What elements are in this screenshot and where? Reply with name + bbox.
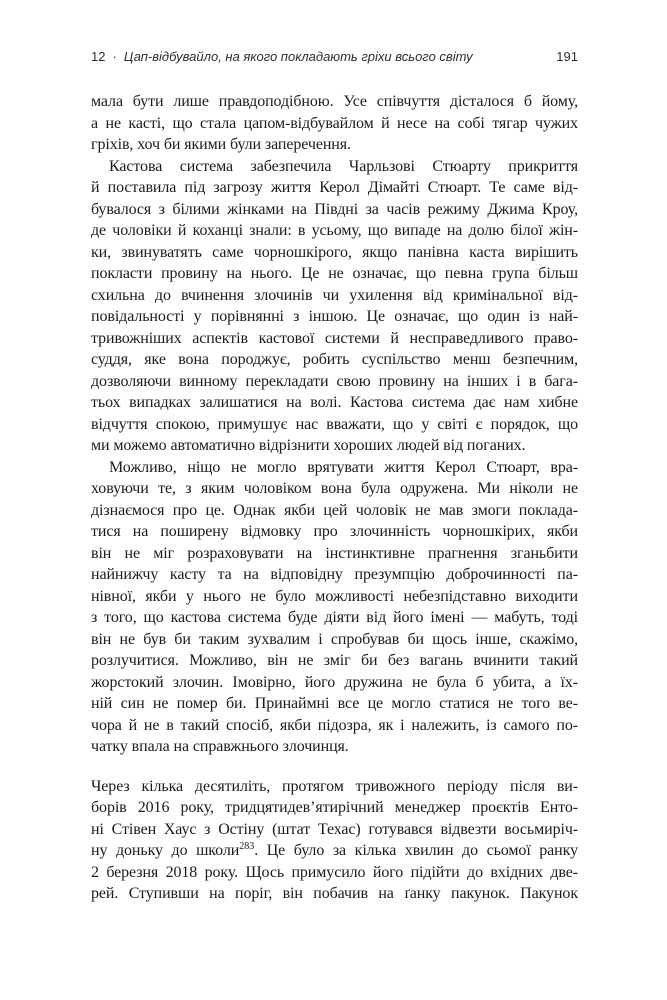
text-line: найнижчу касту та на відповідну презумпцію доброчинності па-: [91, 566, 578, 583]
text-line: суддя, яке вона породжує, робить суспільство менш безпечним,: [91, 351, 578, 368]
text-line: й поставила під загрозу життя Керол Дімайті Стюарт. Те саме від-: [91, 179, 578, 196]
text-line: тьох випадках залишатися на волі. Кастова система дає нам хибне: [91, 394, 578, 411]
page-number: 191: [556, 49, 578, 64]
text-line: бувалося з білими жінками на Півдні за часів режиму Джима Кроу,: [91, 200, 578, 218]
text-line: він не міг розраховувати на інстинктивне прагнення зганьбити: [91, 544, 578, 562]
paragraph: [91, 156, 578, 457]
paragraph: [91, 91, 578, 156]
text-line: ній син не помер би. Принаймні все це могло статися не того ве-: [91, 695, 578, 712]
text-line: рей. Ступивши на поріг, він побачив на ґанку пакунок. Пакунок: [91, 885, 578, 902]
chapter-number: 12: [91, 49, 106, 64]
text-line: ховуючи те, з яким чоловіком вона була одружена. Ми ніколи не: [91, 480, 578, 497]
paragraph: [91, 457, 578, 758]
text-line: гріхів, хоч би якими були заперечення.: [91, 136, 351, 153]
text-line: він не був би таким зухвалим і спробував би щось інше, скажімо,: [91, 630, 578, 648]
text-line: чатку впала на справжнього злочинця.: [91, 738, 349, 755]
text-line: Кастова система забезпечила Чарльзові Стюарту прикриття: [109, 157, 578, 175]
text-line: схильна до вчинення злочинів чи ухилення від кримінальної від-: [91, 286, 578, 304]
text-segment: ну доньку до школи: [91, 842, 240, 859]
text-line: з того, що кастова система буде діяти від його імені — мабуть, тоді: [91, 609, 578, 626]
text-line: дізнаємося про це. Однак якби цей чоловік не мав змоги поклада-: [91, 501, 578, 519]
paragraph: [91, 776, 578, 905]
text-segment: . Це було за кілька хвилин до сьомої ранку: [254, 842, 578, 859]
text-line: дозволяючи винному перекладати свою провину на інших і в бага-: [91, 372, 578, 390]
header-separator: ·: [112, 49, 117, 64]
text-line: мала бути лише правдоподібною. Усе співчуття дісталося б йому,: [91, 93, 578, 110]
text-line: відчуття спокою, примушує нас вважати, що у світі є порядок, що: [91, 415, 578, 433]
text-line: повідальності у порівнянні з іншою. Це означає, що один із най-: [91, 308, 578, 325]
text-line: Через кілька десятиліть, протягом тривожного періоду після ви-: [91, 777, 578, 795]
text-line: чора й не в такий спосіб, якби підозра, як і належить, із самого по-: [91, 716, 578, 734]
text-line: нівної, якби у нього не було можливості небезпідставно виходити: [91, 587, 578, 605]
footnote-reference: 283: [239, 841, 255, 852]
text-line: жорстокий злочин. Імовірно, його дружина не була б убита, а їх-: [91, 673, 578, 691]
text-line: розлучитися. Можливо, він не зміг би без вагань вчинити такий: [91, 652, 578, 669]
text-line: ні Стівен Хаус з Остіну (штат Техас) готувався відвезти восьмиріч-: [91, 820, 578, 838]
chapter-title: Цап-відбувайло, на якого покладають гріхи всього світу: [123, 49, 473, 64]
text-line: борів 2016 року, тридцятидев’ятирічний менеджер проєктів Енто-: [91, 799, 578, 816]
text-line: Можливо, ніщо не могло врятувати життя Керол Стюарт, вра-: [109, 458, 578, 476]
page-body: [91, 91, 578, 905]
text-line: покласти провину на нього. Це не означає, що певна група більш: [91, 265, 578, 282]
text-line: тривожніших аспектів кастової системи й несправедливого право-: [91, 329, 578, 347]
text-line: [91, 840, 578, 862]
text-line: а не касті, що стала цапом-відбувайлом й несе на собі тягар чужих: [91, 114, 578, 132]
running-header: [91, 49, 578, 64]
text-line: ми можемо автоматично відрізнити хороших людей від поганих.: [91, 437, 526, 454]
text-line: де чоловіки й коханці знали: в усьому, що випаде на долю білої жін-: [91, 222, 578, 239]
text-line: 2 березня 2018 року. Щось примусило його підійти до вхідних две-: [91, 863, 578, 881]
text-line: ки, звинуватять саме чорношкірого, якщо панівна каста вирішить: [91, 243, 578, 261]
text-line: тися на поширену відмовку про злочинність чорношкірих, якби: [91, 523, 578, 540]
